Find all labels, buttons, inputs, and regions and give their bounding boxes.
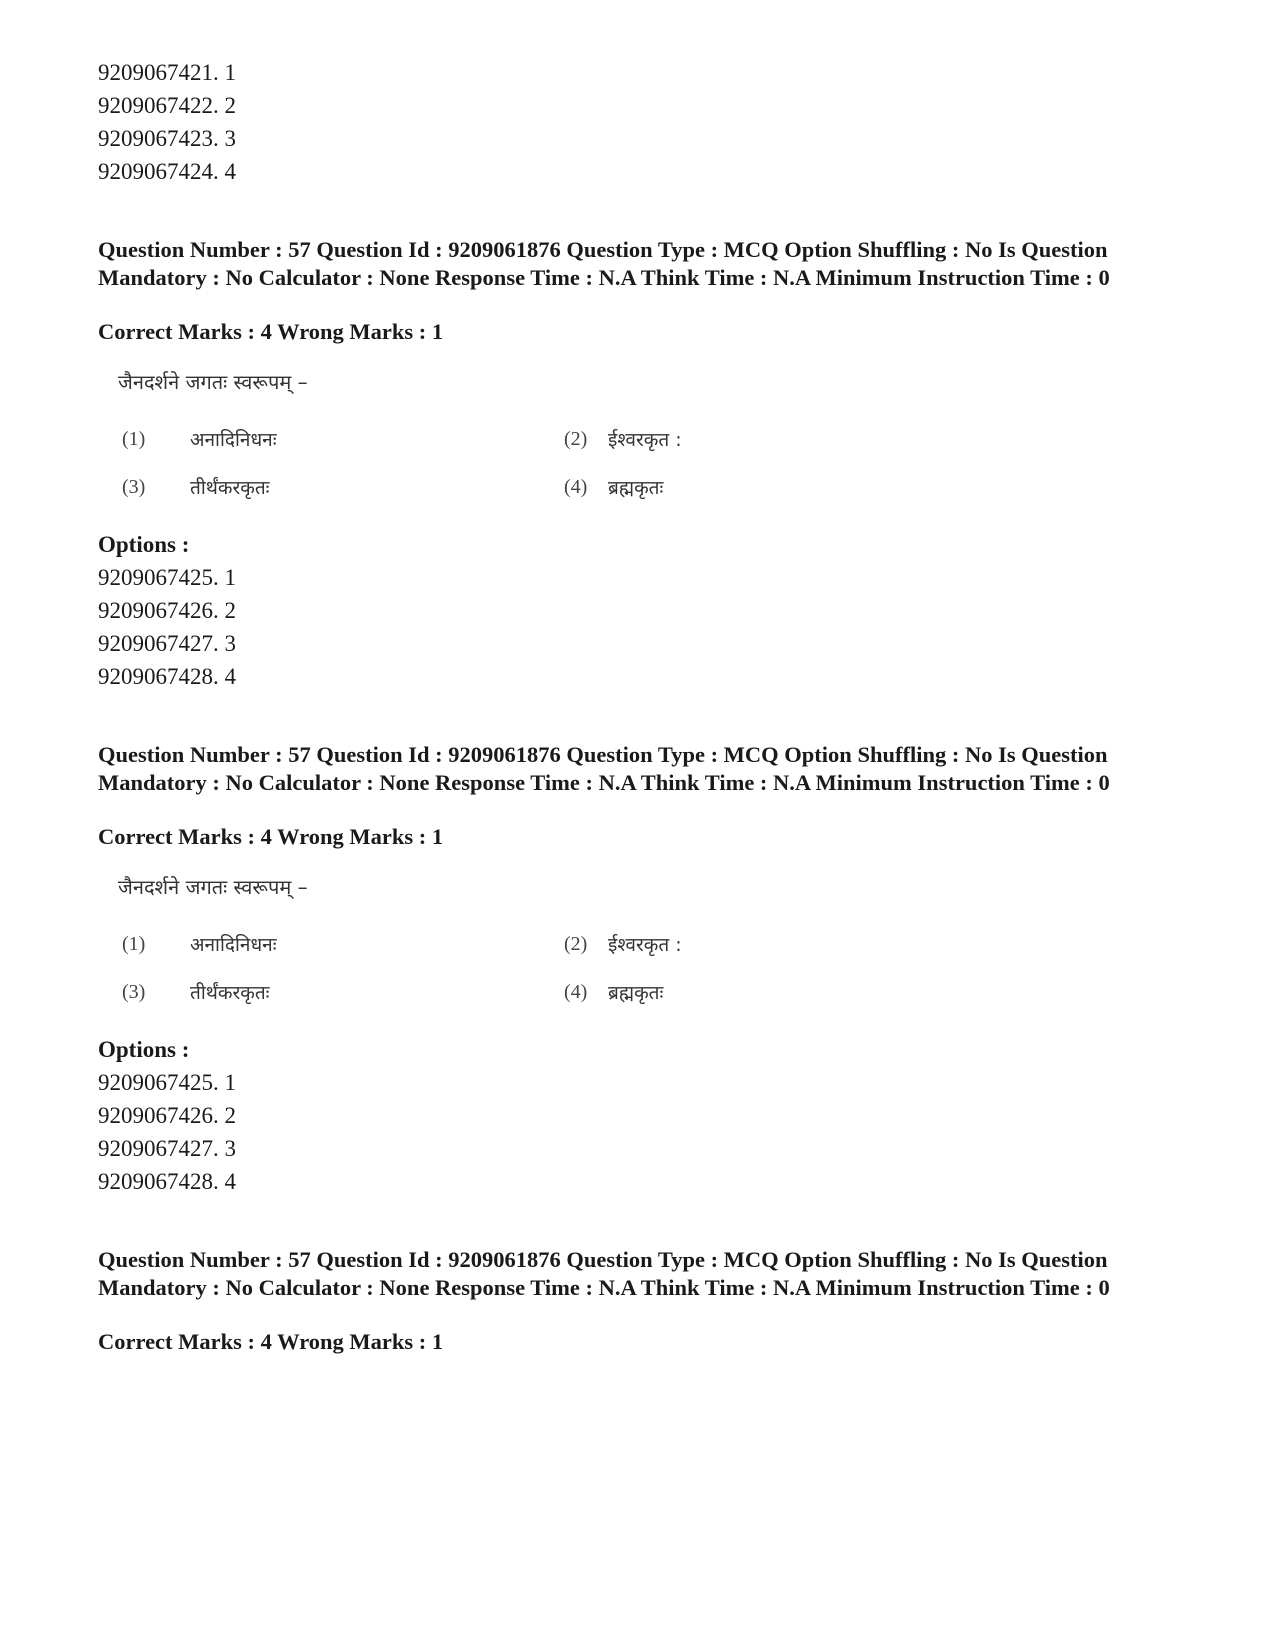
option-line: 9209067426. 2 <box>98 598 236 623</box>
option-line: 9209067428. 4 <box>98 664 236 689</box>
choice-number: (3) <box>122 476 146 498</box>
question-marks: Correct Marks : 4 Wrong Marks : 1 <box>98 824 444 849</box>
options-heading: Options : <box>98 1037 190 1062</box>
choice-text: ब्रह्मकृतः <box>608 982 664 1004</box>
choice-number: (4) <box>564 476 588 498</box>
choice-number: (3) <box>122 981 146 1003</box>
choice-text: अनादिनिधनः <box>190 934 277 956</box>
choice-number: (1) <box>122 428 146 450</box>
options-heading: Options : <box>98 532 190 557</box>
option-line: 9209067425. 1 <box>98 1070 236 1095</box>
choice-number: (2) <box>564 933 588 955</box>
choice-number: (1) <box>122 933 146 955</box>
question-image <box>98 873 798 1023</box>
choice-text: तीर्थंकरकृतः <box>190 477 270 499</box>
option-line: 9209067427. 3 <box>98 1136 236 1161</box>
option-line: 9209067423. 3 <box>98 126 236 151</box>
option-line: 9209067427. 3 <box>98 631 236 656</box>
choice-text: अनादिनिधनः <box>190 429 277 451</box>
question-image <box>98 368 798 518</box>
choice-text: ब्रह्मकृतः <box>608 477 664 499</box>
question-marks: Correct Marks : 4 Wrong Marks : 1 <box>98 319 444 344</box>
option-line: 9209067425. 1 <box>98 565 236 590</box>
option-line: 9209067422. 2 <box>98 93 236 118</box>
choice-number: (2) <box>564 428 588 450</box>
choice-text: तीर्थंकरकृतः <box>190 982 270 1004</box>
question-marks: Correct Marks : 4 Wrong Marks : 1 <box>98 1329 444 1354</box>
question-meta: Question Number : 57 Question Id : 9209061876 Question Type : MCQ Option Shuffling : No Is Question Mandatory : No Calculator : None Response Time : N.A Think Time : N.A Minimum Instruction Time : 0 <box>98 1247 1110 1300</box>
question-stem: जैनदर्शने जगतः स्वरूपम् – <box>118 875 308 899</box>
question-meta: Question Number : 57 Question Id : 9209061876 Question Type : MCQ Option Shuffling : No Is Question Mandatory : No Calculator : None Response Time : N.A Think Time : N.A Minimum Instruction Time : 0 <box>98 237 1110 290</box>
option-line: 9209067426. 2 <box>98 1103 236 1128</box>
question-stem: जैनदर्शने जगतः स्वरूपम् – <box>118 370 308 394</box>
choice-text: ईश्वरकृत : <box>608 934 682 956</box>
option-line: 9209067424. 4 <box>98 159 236 184</box>
choice-text: ईश्वरकृत : <box>608 429 682 451</box>
option-line: 9209067421. 1 <box>98 60 236 85</box>
choice-number: (4) <box>564 981 588 1003</box>
option-line: 9209067428. 4 <box>98 1169 236 1194</box>
question-meta: Question Number : 57 Question Id : 9209061876 Question Type : MCQ Option Shuffling : No Is Question Mandatory : No Calculator : None Response Time : N.A Think Time : N.A Minimum Instruction Time : 0 <box>98 742 1110 795</box>
